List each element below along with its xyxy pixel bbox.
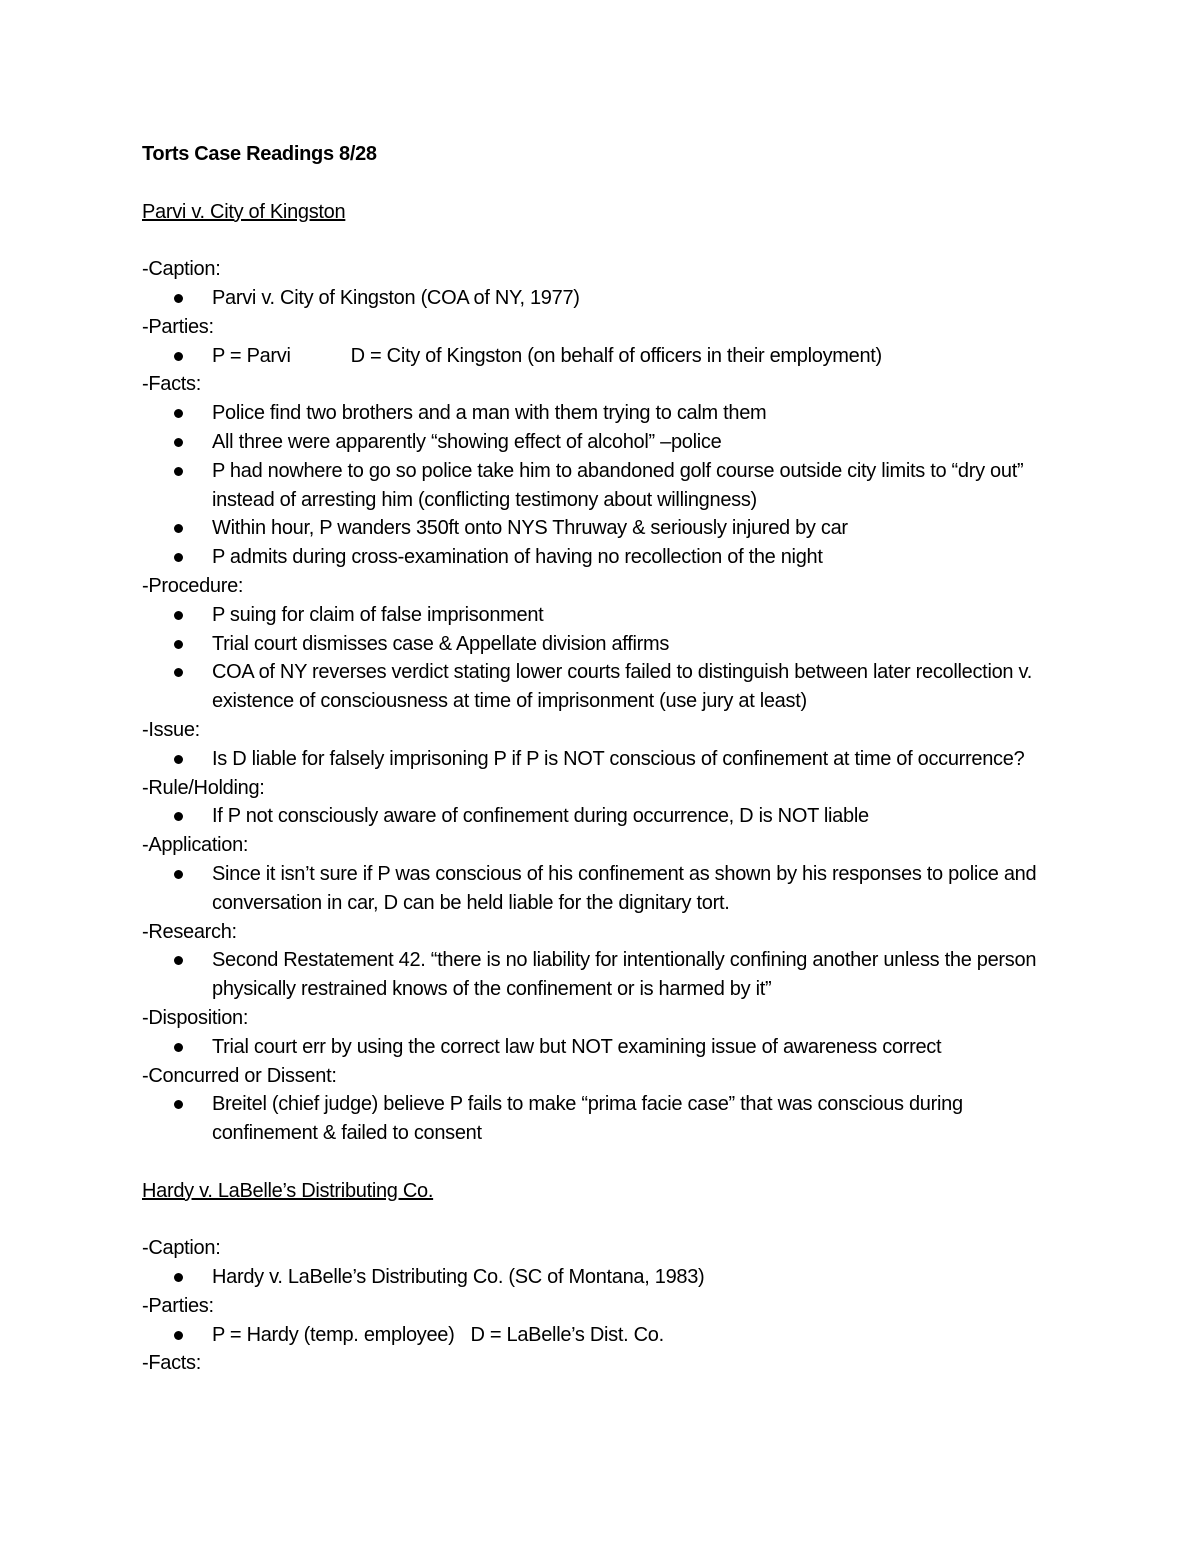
bullet-text: Police find two brothers and a man with them trying to calm them — [212, 402, 767, 425]
bullet-item — [142, 342, 1062, 371]
bullet-item — [142, 1263, 1062, 1292]
bullet-text: Within hour, P wanders 350ft onto NYS Thruway & seriously injured by car — [212, 517, 848, 540]
bullet-text: Trial court dismisses case & Appellate division affirms — [212, 632, 670, 655]
bullet-text: Second Restatement 42. “there is no liability for intentionally confining another unless the person physically restrained knows of the confinement or is harmed by it” — [212, 949, 1037, 1001]
bullet-icon — [174, 294, 183, 303]
bullet-icon — [174, 812, 183, 821]
bullet-list — [142, 601, 1062, 716]
plaintiff-text: P = Parvi — [212, 344, 291, 367]
bullet-item — [142, 860, 1062, 918]
bullet-list — [142, 399, 1062, 572]
section-label: -Research: — [142, 920, 237, 943]
section-label: -Procedure: — [142, 574, 244, 597]
bullet-item — [142, 284, 1062, 313]
section-label: -Parties: — [142, 315, 214, 338]
bullet-list — [142, 342, 1062, 371]
defendant-text: D = LaBelle’s Dist. Co. — [470, 1323, 664, 1346]
bullet-list — [142, 860, 1062, 918]
bullet-list — [142, 802, 1062, 831]
bullet-item — [142, 1033, 1062, 1062]
bullet-icon — [174, 438, 183, 447]
bullet-item — [142, 745, 1062, 774]
bullet-icon — [174, 409, 183, 418]
bullet-text: Trial court err by using the correct law but NOT examining issue of awareness correct — [212, 1035, 942, 1058]
bullet-list — [142, 1321, 1062, 1350]
section-label: -Facts: — [142, 1352, 202, 1375]
case-notes — [142, 198, 1062, 1177]
section-label: -Facts: — [142, 373, 202, 396]
bullet-icon — [174, 755, 183, 764]
bullet-icon — [174, 1043, 183, 1052]
bullet-text: Is D liable for falsely imprisoning P if P is NOT conscious of confinement at time of occurrence? — [212, 747, 1025, 770]
section-label: -Rule/Holding: — [142, 776, 265, 799]
bullet-list — [142, 1263, 1062, 1292]
section-label: -Issue: — [142, 718, 200, 741]
section-label: -Application: — [142, 834, 249, 857]
bullet-item — [142, 399, 1062, 428]
case-title: Hardy v. LaBelle’s Distributing Co. — [142, 1179, 434, 1202]
bullet-item — [142, 601, 1062, 630]
bullet-item — [142, 543, 1062, 572]
bullet-icon — [174, 1331, 183, 1340]
bullet-text: P had nowhere to go so police take him to abandoned golf course outside city limits to “dry out” instead of arresting him (conflicting testimony about willingness) — [212, 459, 1024, 511]
document-title: Torts Case Readings 8/28 — [142, 143, 377, 165]
bullet-icon — [174, 640, 183, 649]
section-label: -Concurred or Dissent: — [142, 1064, 337, 1087]
bullet-list — [142, 745, 1062, 774]
section-label: -Parties: — [142, 1294, 214, 1317]
bullet-list — [142, 284, 1062, 313]
document-body — [142, 140, 1062, 1378]
bullet-icon — [174, 467, 183, 476]
case-list — [142, 198, 1062, 1379]
bullet-icon — [174, 611, 183, 620]
bullet-item — [142, 630, 1062, 659]
bullet-icon — [174, 1273, 183, 1282]
bullet-list — [142, 1090, 1062, 1148]
section-label: -Caption: — [142, 1237, 221, 1260]
bullet-text: P admits during cross-examination of having no recollection of the night — [212, 546, 823, 569]
bullet-item — [142, 1321, 1062, 1350]
spacer — [142, 169, 1062, 198]
spacer — [142, 1205, 1062, 1234]
bullet-icon — [174, 352, 183, 361]
bullet-text: COA of NY reverses verdict stating lower courts failed to distinguish between later recollection v. existence of consciousness at time of imprisonment (use jury at least) — [212, 661, 1032, 713]
bullet-list — [142, 1033, 1062, 1062]
bullet-icon — [174, 668, 183, 677]
bullet-text: P suing for claim of false imprisonment — [212, 603, 544, 626]
spacer — [142, 1148, 1062, 1177]
bullet-icon — [174, 956, 183, 965]
bullet-icon — [174, 553, 183, 562]
defendant-text: D = City of Kingston (on behalf of officers in their employment) — [350, 344, 882, 367]
bullet-text: All three were apparently “showing effect of alcohol” –police — [212, 430, 722, 453]
spacer — [142, 226, 1062, 255]
bullet-text: Since it isn’t sure if P was conscious of his confinement as shown by his responses to police and conversation in car, D can be held liable for the dignitary tort. — [212, 862, 1037, 914]
section-label: -Disposition: — [142, 1006, 249, 1029]
bullet-item — [142, 802, 1062, 831]
case-title: Parvi v. City of Kingston — [142, 200, 346, 223]
bullet-icon — [174, 870, 183, 879]
bullet-text: If P not consciously aware of confinement during occurrence, D is NOT liable — [212, 805, 869, 828]
bullet-text: Parvi v. City of Kingston (COA of NY, 1977) — [212, 286, 580, 309]
bullet-item — [142, 457, 1062, 515]
bullet-item — [142, 658, 1062, 716]
section-label: -Caption: — [142, 258, 221, 281]
bullet-item — [142, 428, 1062, 457]
case-notes — [142, 1177, 1062, 1379]
bullet-item — [142, 946, 1062, 1004]
bullet-item — [142, 514, 1062, 543]
bullet-icon — [174, 524, 183, 533]
bullet-item — [142, 1090, 1062, 1148]
bullet-text: Breitel (chief judge) believe P fails to make “prima facie case” that was conscious during confinement & failed to consent — [212, 1093, 963, 1145]
bullet-text: Hardy v. LaBelle’s Distributing Co. (SC of Montana, 1983) — [212, 1266, 705, 1289]
bullet-icon — [174, 1100, 183, 1109]
bullet-list — [142, 946, 1062, 1004]
plaintiff-text: P = Hardy (temp. employee) — [212, 1323, 455, 1346]
